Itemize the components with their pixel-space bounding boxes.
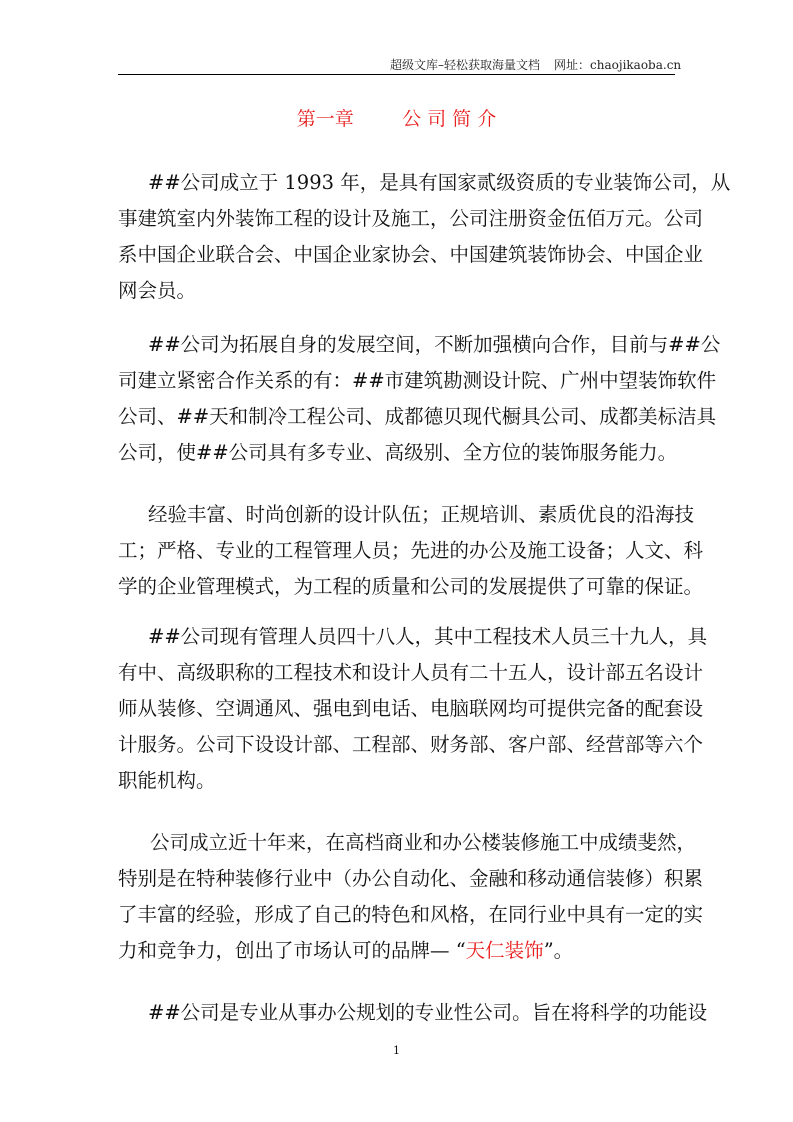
paragraph-line (118, 767, 675, 795)
paragraph-line (148, 169, 731, 197)
paragraph-line (118, 573, 704, 601)
text-run: 公司，使##公司具有多专业、高级别、全方位的装饰服务能力。 (118, 441, 678, 464)
text-run: 特别是在特种装修行业中（办公自动化、金融和移动通信装修）积累 (118, 867, 704, 890)
text-run: 司建立紧密合作关系的有：##市建筑勘测设计院、广州中望装饰软件 (118, 369, 717, 392)
text-run: 力和竞争力，创出了市场认可的品牌— “ (118, 939, 466, 962)
text-run: ##公司是专业从事办公规划的专业性公司。旨在将科学的功能设 (148, 1001, 708, 1024)
paragraph-line (148, 501, 695, 529)
paragraph-line (118, 277, 675, 305)
paragraph-line (118, 537, 704, 565)
paragraph-line (148, 623, 708, 651)
text-run: ##公司成立于 1993 年，是具有国家贰级资质的专业装饰公司，从 (148, 171, 731, 194)
text-run: 工；严格、专业的工程管理人员；先进的办公及施工设备；人文、科 (118, 539, 704, 562)
paragraph-line (118, 659, 704, 687)
text-run: 计服务。公司下设设计部、工程部、财务部、客户部、经营部等六个 (118, 733, 704, 756)
text-run: 学的企业管理模式，为工程的质量和公司的发展提供了可靠的保证。 (118, 575, 704, 598)
paragraph-line (148, 331, 721, 359)
paragraph-line (118, 367, 717, 395)
text-run: 有中、高级职称的工程技术和设计人员有二十五人，设计部五名设计 (118, 661, 704, 684)
page-header (390, 56, 682, 73)
text-run: 了丰富的经验，形成了自己的特色和风格，在同行业中具有一定的实 (118, 903, 704, 926)
header-site: 网址：chaojikaoba.cn (554, 58, 682, 72)
text-run: 经验丰富、时尚创新的设计队伍；正规培训、素质优良的沿海技 (148, 503, 695, 526)
text-run: ”。 (543, 939, 574, 962)
text-run: 公司、##天和制冷工程公司、成都德贝现代橱具公司、成都美标洁具 (118, 405, 717, 428)
paragraph-line (118, 205, 704, 233)
paragraph-line (118, 695, 704, 723)
paragraph-line (118, 403, 717, 431)
paragraph-line (118, 241, 704, 269)
text-run: ##公司现有管理人员四十八人，其中工程技术人员三十九人，具 (148, 625, 708, 648)
text-run: 职能机构。 (118, 769, 216, 792)
paragraph-line (150, 829, 697, 857)
text-run: 网会员。 (118, 279, 197, 302)
paragraph-line (148, 999, 708, 1027)
text-run: ##公司为拓展自身的发展空间，不断加强横向合作，目前与##公 (148, 333, 721, 356)
paragraph-line (118, 439, 678, 467)
highlighted-brand: 天仁装饰 (465, 939, 544, 962)
paragraph-line (118, 901, 704, 929)
text-run: 事建筑室内外装饰工程的设计及施工，公司注册资金伍佰万元。公司 (118, 207, 704, 230)
text-run: 公司成立近十年来，在高档商业和办公楼装修施工中成绩斐然， (150, 831, 697, 854)
page-number: 1 (393, 1044, 400, 1057)
paragraph-line (118, 731, 704, 759)
text-run: 师从装修、空调通风、强电到电话、电脑联网均可提供完备的配套设 (118, 697, 704, 720)
text-run: 系中国企业联合会、中国企业家协会、中国建筑装饰协会、中国企业 (118, 243, 704, 266)
paragraph-line (118, 937, 675, 965)
header-rule (118, 74, 675, 75)
chapter-title: 第一章 公 司 简 介 (296, 108, 497, 130)
header-library: 超级文库–轻松获取海量文档 (390, 58, 541, 72)
paragraph-line (118, 865, 704, 893)
